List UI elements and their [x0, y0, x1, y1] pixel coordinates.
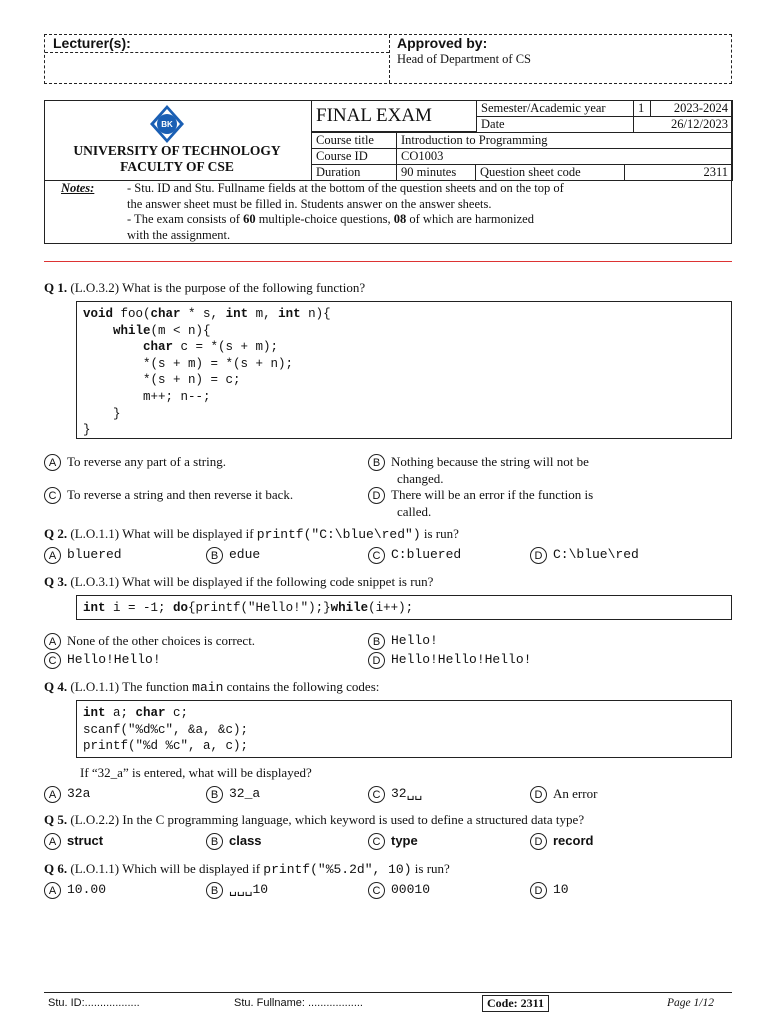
note-line-2: the answer sheet must be filled in. Students answer on the answer sheets. — [127, 196, 492, 211]
note-line-4: with the assignment. — [127, 227, 231, 242]
q2-option-a[interactable]: A bluered — [44, 546, 122, 564]
q4-option-c[interactable]: C 32␣␣ — [368, 785, 422, 803]
q2-option-c[interactable]: C C:bluered — [368, 546, 461, 564]
semester-label: Semester/Academic year — [476, 100, 634, 117]
q3-option-a[interactable]: A None of the other choices is correct. — [44, 632, 255, 650]
student-name-field[interactable]: Stu. Fullname: .................. — [234, 997, 363, 1009]
signature-box — [44, 34, 732, 84]
q2-option-b[interactable]: B edue — [206, 546, 260, 564]
approved-value: Head of Department of CS — [397, 52, 531, 66]
semester-value: 1 — [633, 100, 651, 117]
q6-option-c[interactable]: C 00010 — [368, 881, 430, 899]
question-4: Q 4. (L.O.1.1) The function main contains the following codes: — [44, 679, 380, 695]
university-name: UNIVERSITY OF TECHNOLOGY — [73, 143, 281, 158]
q5-option-b[interactable]: B class — [206, 832, 262, 850]
q4-code-box: int a; char c; scanf("%d%c", &a, &c); printf("%d %c", a, c); — [76, 700, 732, 758]
q6-option-d[interactable]: D 10 — [530, 881, 569, 899]
exam-date: 26/12/2023 — [633, 116, 733, 133]
q5-option-d[interactable]: D record — [530, 832, 593, 850]
q3-option-d[interactable]: D Hello!Hello!Hello! — [368, 651, 531, 669]
q5-option-a[interactable]: A struct — [44, 832, 103, 850]
question-5: Q 5. (L.O.2.2) In the C programming language, which keyword is used to define a structured data type? — [44, 812, 585, 827]
question-6: Q 6. (L.O.1.1) Which will be displayed if printf("%5.2d", 10) is run? — [44, 861, 450, 877]
approved-label: Approved by: — [397, 35, 488, 51]
q4-option-d[interactable]: D An error — [530, 785, 597, 803]
course-title-label: Course title — [311, 132, 397, 149]
note-line-1: - Stu. ID and Stu. Fullname fields at the bottom of the question sheets and on the top of — [127, 181, 564, 195]
course-id-label: Course ID — [311, 148, 397, 165]
lecturer-dash-line — [45, 52, 389, 53]
academic-year: 2023-2024 — [650, 100, 733, 117]
question-2: Q 2. (L.O.1.1) What will be displayed if printf("C:\blue\red") is run? — [44, 526, 459, 542]
q6-option-a[interactable]: A 10.00 — [44, 881, 106, 899]
lecturer-label: Lecturer(s): — [53, 35, 131, 51]
notes-label: Notes: — [61, 181, 95, 195]
q5-option-c[interactable]: C type — [368, 832, 418, 850]
university-logo-icon — [149, 104, 185, 144]
note-line-3: - The exam consists of 60 multiple-choice questions, 08 of which are harmonized — [127, 212, 534, 226]
q1-option-d[interactable]: D There will be an error if the function is called. — [368, 486, 658, 520]
exam-title: FINAL EXAM — [311, 100, 477, 132]
q3-code-box: int i = -1; do{printf("Hello!");}while(i++); — [76, 595, 732, 620]
q3-option-b[interactable]: B Hello! — [368, 632, 438, 650]
q2-option-d[interactable]: D C:\blue\red — [530, 546, 639, 564]
q1-code-box: void foo(char * s, int m, int n){ while(m < n){ char c = *(s + m); *(s + m) = *(s + n); *(s + n) = c; m++; n--; } } — [76, 301, 732, 439]
q1-option-a[interactable]: A To reverse any part of a string. — [44, 453, 226, 471]
q1-option-b[interactable]: B Nothing because the string will not be changed. — [368, 453, 658, 487]
sheet-code-label: Question sheet code — [475, 164, 625, 181]
q4-option-b[interactable]: B 32_a — [206, 785, 260, 803]
header-separator — [44, 261, 732, 262]
course-title: Introduction to Programming — [396, 132, 733, 149]
faculty-name: FACULTY OF CSE — [120, 159, 234, 174]
question-1: Q 1. (L.O.3.2) What is the purpose of the following function? — [44, 280, 366, 295]
logo-text: BK — [161, 120, 173, 129]
notes-body — [127, 181, 564, 243]
exam-header — [44, 100, 732, 244]
q6-option-b[interactable]: B ␣␣␣10 — [206, 881, 268, 899]
q1-option-c[interactable]: C To reverse a string and then reverse it back. — [44, 486, 293, 504]
q3-option-c[interactable]: C Hello!Hello! — [44, 651, 161, 669]
footer-code: Code: 2311 — [482, 995, 549, 1012]
course-id: CO1003 — [396, 148, 733, 165]
student-id-field[interactable]: Stu. ID:.................. — [48, 997, 140, 1009]
duration-value: 90 minutes — [396, 164, 476, 181]
duration-label: Duration — [311, 164, 397, 181]
q4-option-a[interactable]: A 32a — [44, 785, 90, 803]
date-label: Date — [476, 116, 634, 133]
page-number: Page 1/12 — [667, 997, 714, 1009]
footer-rule — [44, 992, 732, 993]
signature-divider — [389, 35, 390, 83]
question-3: Q 3. (L.O.3.1) What will be displayed if the following code snippet is run? — [44, 574, 434, 589]
q4-followup: If “32_a” is entered, what will be displayed? — [80, 765, 312, 780]
sheet-code: 2311 — [624, 164, 733, 181]
